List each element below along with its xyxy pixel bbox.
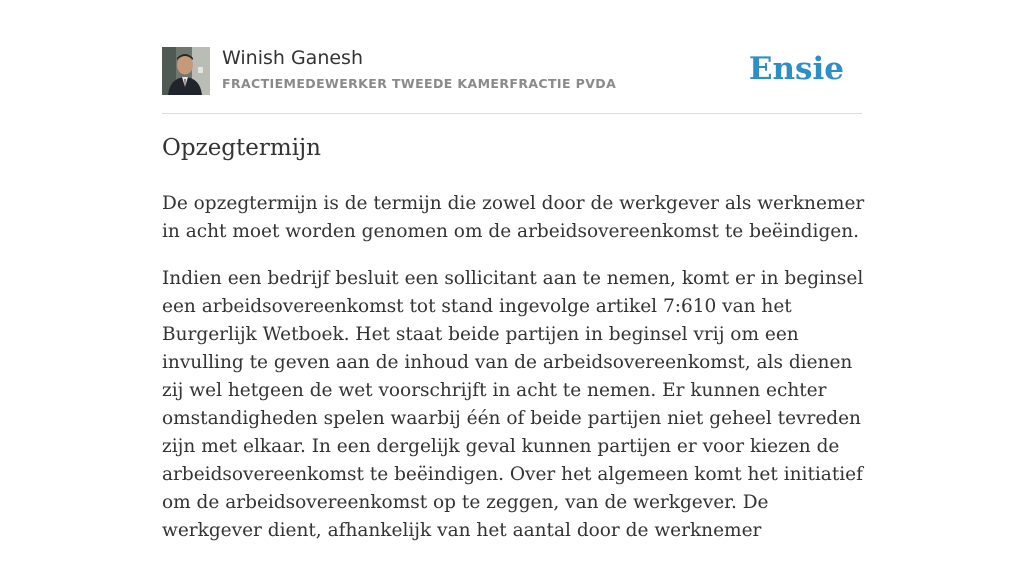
article-body	[162, 190, 867, 564]
article-paragraph: Indien een bedrijf besluit een sollicitant aan te nemen, komt er in beginsel een arbeidsovereenkomst tot stand ingevolge artikel 7:610 van het Burgerlijk Wetboek. Het staat beide partijen in beginsel vrij om een invulling te geven aan de inhoud van de arbeidsovereenkomst, als dienen zij wel hetgeen de wet voorschrijft in acht te nemen. Er kunnen echter omstandigheden spelen waarbij één of beide partijen niet geheel tevreden zijn met elkaar. In een dergelijk geval kunnen partijen er voor kiezen de arbeidsovereenkomst te beëindigen. Over het algemeen komt het initiatief om de arbeidsovereenkomst op te zeggen, van de werkgever. De werkgever dient, afhankelijk van het aantal door de werknemer	[162, 268, 864, 541]
ensie-logo[interactable]: Ensie	[748, 51, 844, 87]
author-name[interactable]: Winish Ganesh	[222, 47, 363, 69]
author-role: FRACTIEMEDEWERKER TWEEDE KAMERFRACTIE PVDA	[222, 76, 617, 91]
header	[162, 45, 862, 114]
article-title: Opzegtermijn	[162, 135, 321, 161]
person-photo-icon	[162, 47, 210, 95]
article-paragraph: De opzegtermijn is de termijn die zowel door de werkgever als werknemer in acht moet worden genomen om de arbeidsovereenkomst te beëindigen.	[162, 193, 865, 242]
author-avatar[interactable]	[162, 47, 210, 95]
